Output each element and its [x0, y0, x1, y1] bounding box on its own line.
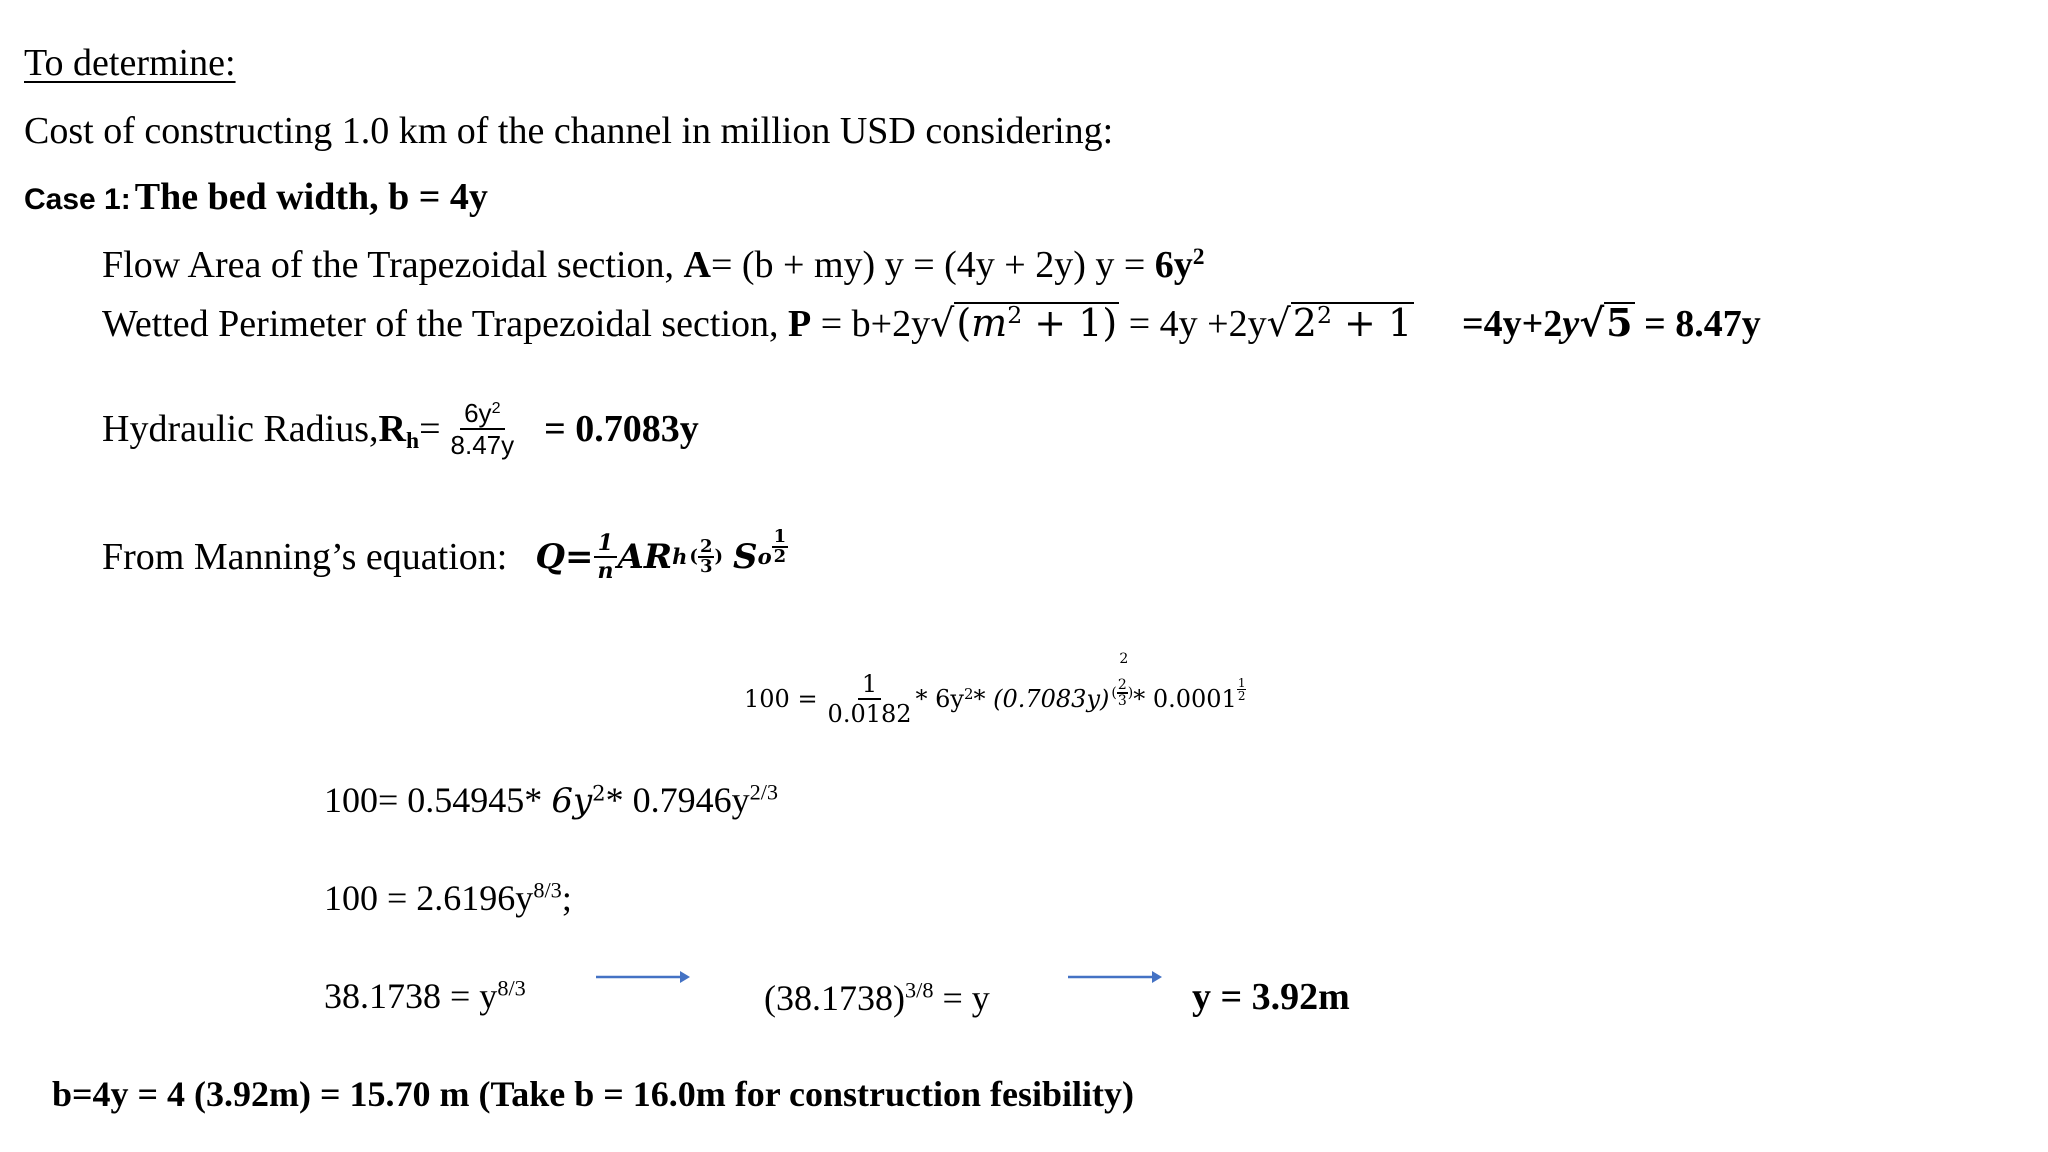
sub-fraction: $\frac{1}{0.0182}$ — [827, 670, 912, 728]
step3-result: y = 3.92m — [1192, 976, 1350, 1018]
hr-fraction: $\frac{6y^2}{8.47y}$ — [450, 398, 515, 460]
case-line — [24, 178, 488, 216]
hr-result: = 0.7083y — [544, 408, 699, 450]
sqrt-term-3: 5 — [1606, 300, 1633, 345]
flow-area-line — [102, 246, 1205, 284]
step2-line: $100 = 2.6196y^{8/3}$; — [324, 877, 572, 918]
heading: To determine: — [24, 42, 236, 84]
wp-expr2: = 4y +2y — [1119, 303, 1267, 345]
step3-left: $38.1738 = y^{8/3}$ — [324, 975, 526, 1016]
sub-mid2: * (0.7083y) — [973, 685, 1110, 713]
hr-symbol: $R_h$ — [378, 408, 420, 455]
substitution-line — [744, 651, 1246, 728]
wetted-perimeter-result: =4y+2y√5 = 8.47y — [1462, 300, 1761, 345]
wp-expr1: = b+2y — [811, 303, 931, 345]
intro-text: Cost of constructing 1.0 km of the channel in million USD considering: — [24, 110, 1114, 152]
arrow-right-icon — [596, 970, 690, 984]
hr-text: Hydraulic Radius, — [102, 408, 379, 450]
hydraulic-radius-line — [102, 400, 699, 458]
manning-equation: Q = $\frac{1}{n}$ AR h ( $\frac{2}{3}$ ) S o $\frac{1}{2}$ — [535, 526, 787, 584]
wetted-perimeter-line — [102, 302, 1414, 343]
sqrt-term-2: $2^2 + 1$ — [1292, 301, 1413, 345]
sub-lhs: 100 = — [744, 685, 818, 713]
step1-line: 100= 0.54945* $6y^2*$ $0.7946y^{2/3}$ — [324, 779, 779, 821]
sqrt-symbol-2: √ — [1266, 301, 1291, 345]
arrow-right-icon-2 — [1068, 970, 1162, 984]
wp-symbol: P — [788, 303, 812, 345]
hr-eq: = — [419, 408, 441, 450]
flow-area-symbol: A — [683, 244, 711, 286]
sqrt-symbol-1: √ — [930, 301, 955, 345]
manning-line — [102, 526, 788, 584]
manning-text: From Manning’s equation: — [102, 536, 508, 578]
case-label: Case 1: — [24, 183, 131, 216]
flow-area-expr: = (b + my) y = (4y + 2y) y = — [710, 244, 1155, 286]
flow-area-result: $6y^2$ — [1154, 244, 1205, 286]
sub-tail: * 0.0001 — [1133, 685, 1237, 713]
sub-mid: * $6y^2$ — [915, 684, 974, 713]
case-title: The bed width, b = 4y — [134, 176, 488, 218]
conclusion: b=4y = 4 (3.92m) = 15.70 m (Take b = 16.0m for construction fesibility) — [52, 1074, 1135, 1114]
flow-area-text: Flow Area of the Trapezoidal section, — [102, 244, 684, 286]
sqrt-symbol-3: √ — [1579, 300, 1605, 345]
sub-exponent: 2 ( $\frac{2}{3}$ ) — [1111, 651, 1134, 709]
step3-middle: $(38.1738)^{3/8} = y$ — [764, 977, 990, 1018]
sub-tail-exponent: $\frac{1}{2}$ — [1237, 675, 1246, 703]
wp-text: Wetted Perimeter of the Trapezoidal section, — [102, 303, 789, 345]
sqrt-term-1: $(m^2 + 1)$ — [956, 301, 1118, 345]
